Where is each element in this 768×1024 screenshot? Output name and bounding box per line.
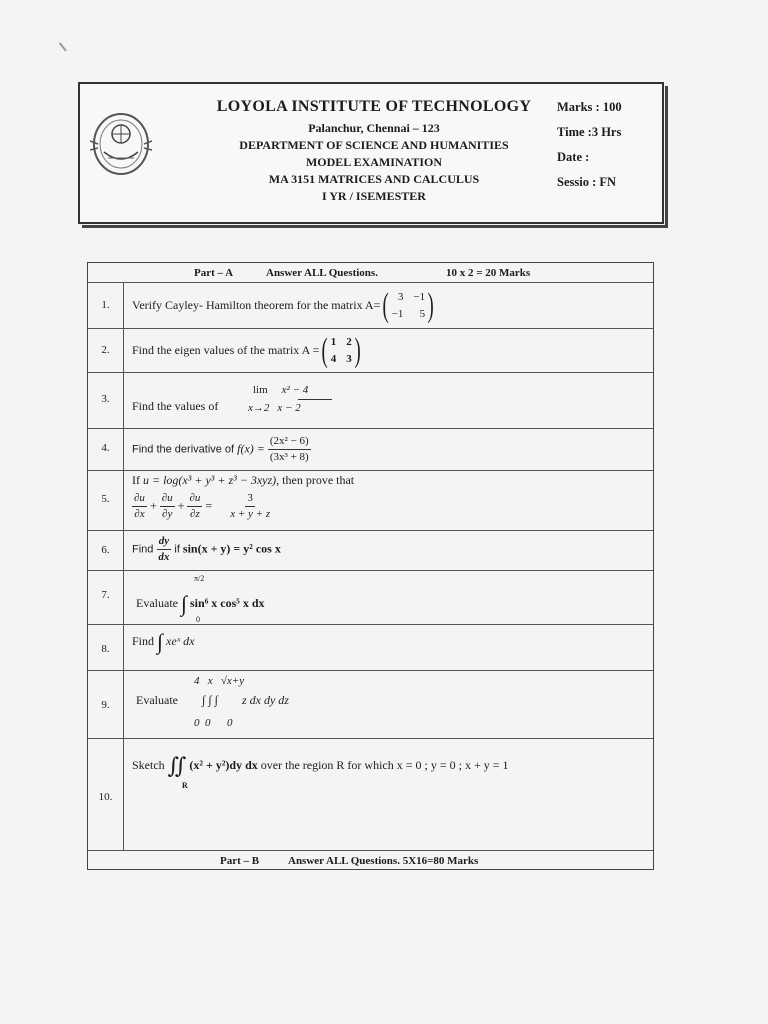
part-b-instruction: Answer ALL Questions. 5X16=80 Marks [288, 855, 479, 867]
question-2-text: Find the eigen values of the matrix A = [132, 342, 320, 357]
part-a-marks: 10 x 2 = 20 Marks [446, 267, 531, 279]
question-number: 2. [101, 344, 110, 356]
region-subscript: R [182, 781, 188, 790]
question-4-text: Find the derivative of [132, 443, 235, 456]
question-text: Find the derivative of f(x) = $\frac{\text{(2x² − 6)}}{\text{(3x³ + 8)}}$ [132, 435, 309, 463]
table-row [88, 329, 653, 373]
header-title-block [198, 98, 550, 205]
table-row [88, 671, 653, 739]
question-7-text: Evaluate [136, 595, 178, 610]
question-text: Find the eigen values of the matrix A =( 1 2 4 3 ) [132, 332, 361, 369]
institute-name: LOYOLA INSTITUTE OF TECHNOLOGY [216, 98, 532, 115]
table-row [88, 429, 653, 471]
course-name: MA 3151 MATRICES AND CALCULUS [268, 172, 480, 186]
part-a-instruction: Answer ALL Questions. [266, 267, 378, 279]
question-10-text: Sketch [132, 757, 165, 772]
table-row [88, 373, 653, 429]
question-number: 9. [101, 699, 110, 711]
table-row [88, 283, 653, 329]
limit-expression: lim x² − 4 x→2 x − 2 [248, 381, 308, 417]
question-text: Evaluate ∫ ∫ ∫ z dx dy dz [136, 693, 289, 707]
part-a-heading [88, 263, 653, 283]
upper-limits: 4 x √x+y [194, 675, 245, 687]
year-semester: I YR / ISEMESTER [322, 189, 426, 203]
question-3-text: Find the values of [132, 399, 219, 413]
question-text: If u = log(x³ + y³ + z³ − 3xyz), then prove that $\frac{\partial u}{\partial x}$ + $\frac{\partial u}{\partial y}$ + $\frac{\partial u}{\partial z}$ = $\frac{3}{x + y + z}$ [132, 473, 355, 520]
question-number: 6. [101, 544, 110, 556]
session-info: Sessio : FN [557, 175, 617, 189]
table-row [88, 739, 653, 851]
table-row [88, 571, 653, 625]
institute-address: Palanchur, Chennai – 123 [308, 121, 440, 135]
question-number: 4. [101, 442, 110, 454]
question-number: 3. [101, 393, 110, 405]
question-1-text: Verify Cayley- Hamilton theorem for the matrix A= [132, 297, 381, 312]
question-text: Find $\frac{dy}{dx}$ if sin(x + y) = y² cos x [132, 535, 281, 563]
time-info: Time :3 Hrs [557, 125, 622, 139]
question-text: Evaluate ∫ sin⁶ x cos⁵ x dx [136, 591, 265, 616]
exam-name: MODEL EXAMINATION [305, 155, 443, 169]
part-b-heading [88, 851, 653, 871]
scan-mark [59, 42, 66, 51]
table-row [88, 625, 653, 671]
question-text: Verify Cayley- Hamilton theorem for the matrix A=( 3 −1 −1 5 ) [132, 287, 434, 324]
lower-limit: 0 [196, 615, 200, 624]
question-6-text: Find [132, 543, 154, 556]
date-info: Date : [557, 150, 590, 164]
question-table [87, 262, 654, 870]
table-row [88, 531, 653, 571]
question-number: 7. [101, 589, 110, 601]
question-5-text: If [132, 473, 140, 487]
question-number: 1. [101, 299, 110, 311]
question-8-text: Find [132, 633, 155, 648]
matrix-a: 1 2 4 3 [330, 336, 352, 365]
exam-header [78, 82, 664, 224]
table-row [88, 471, 653, 531]
part-b-title: Part – B [220, 855, 260, 867]
question-number: 5. [101, 493, 110, 505]
marks-info: Marks : 100 [557, 100, 622, 114]
question-number: 8. [101, 643, 110, 655]
exam-info [557, 100, 622, 200]
question-text: Find ∫ xeˣ dx [132, 629, 195, 654]
college-logo-icon [90, 108, 152, 178]
question-number: 10. [98, 791, 113, 803]
question-text: Sketch ∬ (x² + y²)dy dx over the region R for which x = 0 ; y = 0 ; x + y = 1 [132, 753, 509, 778]
upper-limit: π/2 [194, 574, 205, 583]
department-name: DEPARTMENT OF SCIENCE AND HUMANITIES [239, 138, 509, 152]
part-a-title: Part – A [194, 267, 234, 279]
question-9-text: Evaluate [136, 693, 178, 707]
question-text [132, 399, 218, 414]
matrix-a: 3 −1 −1 5 [391, 291, 426, 320]
lower-limits: 0 0 0 [194, 717, 233, 729]
